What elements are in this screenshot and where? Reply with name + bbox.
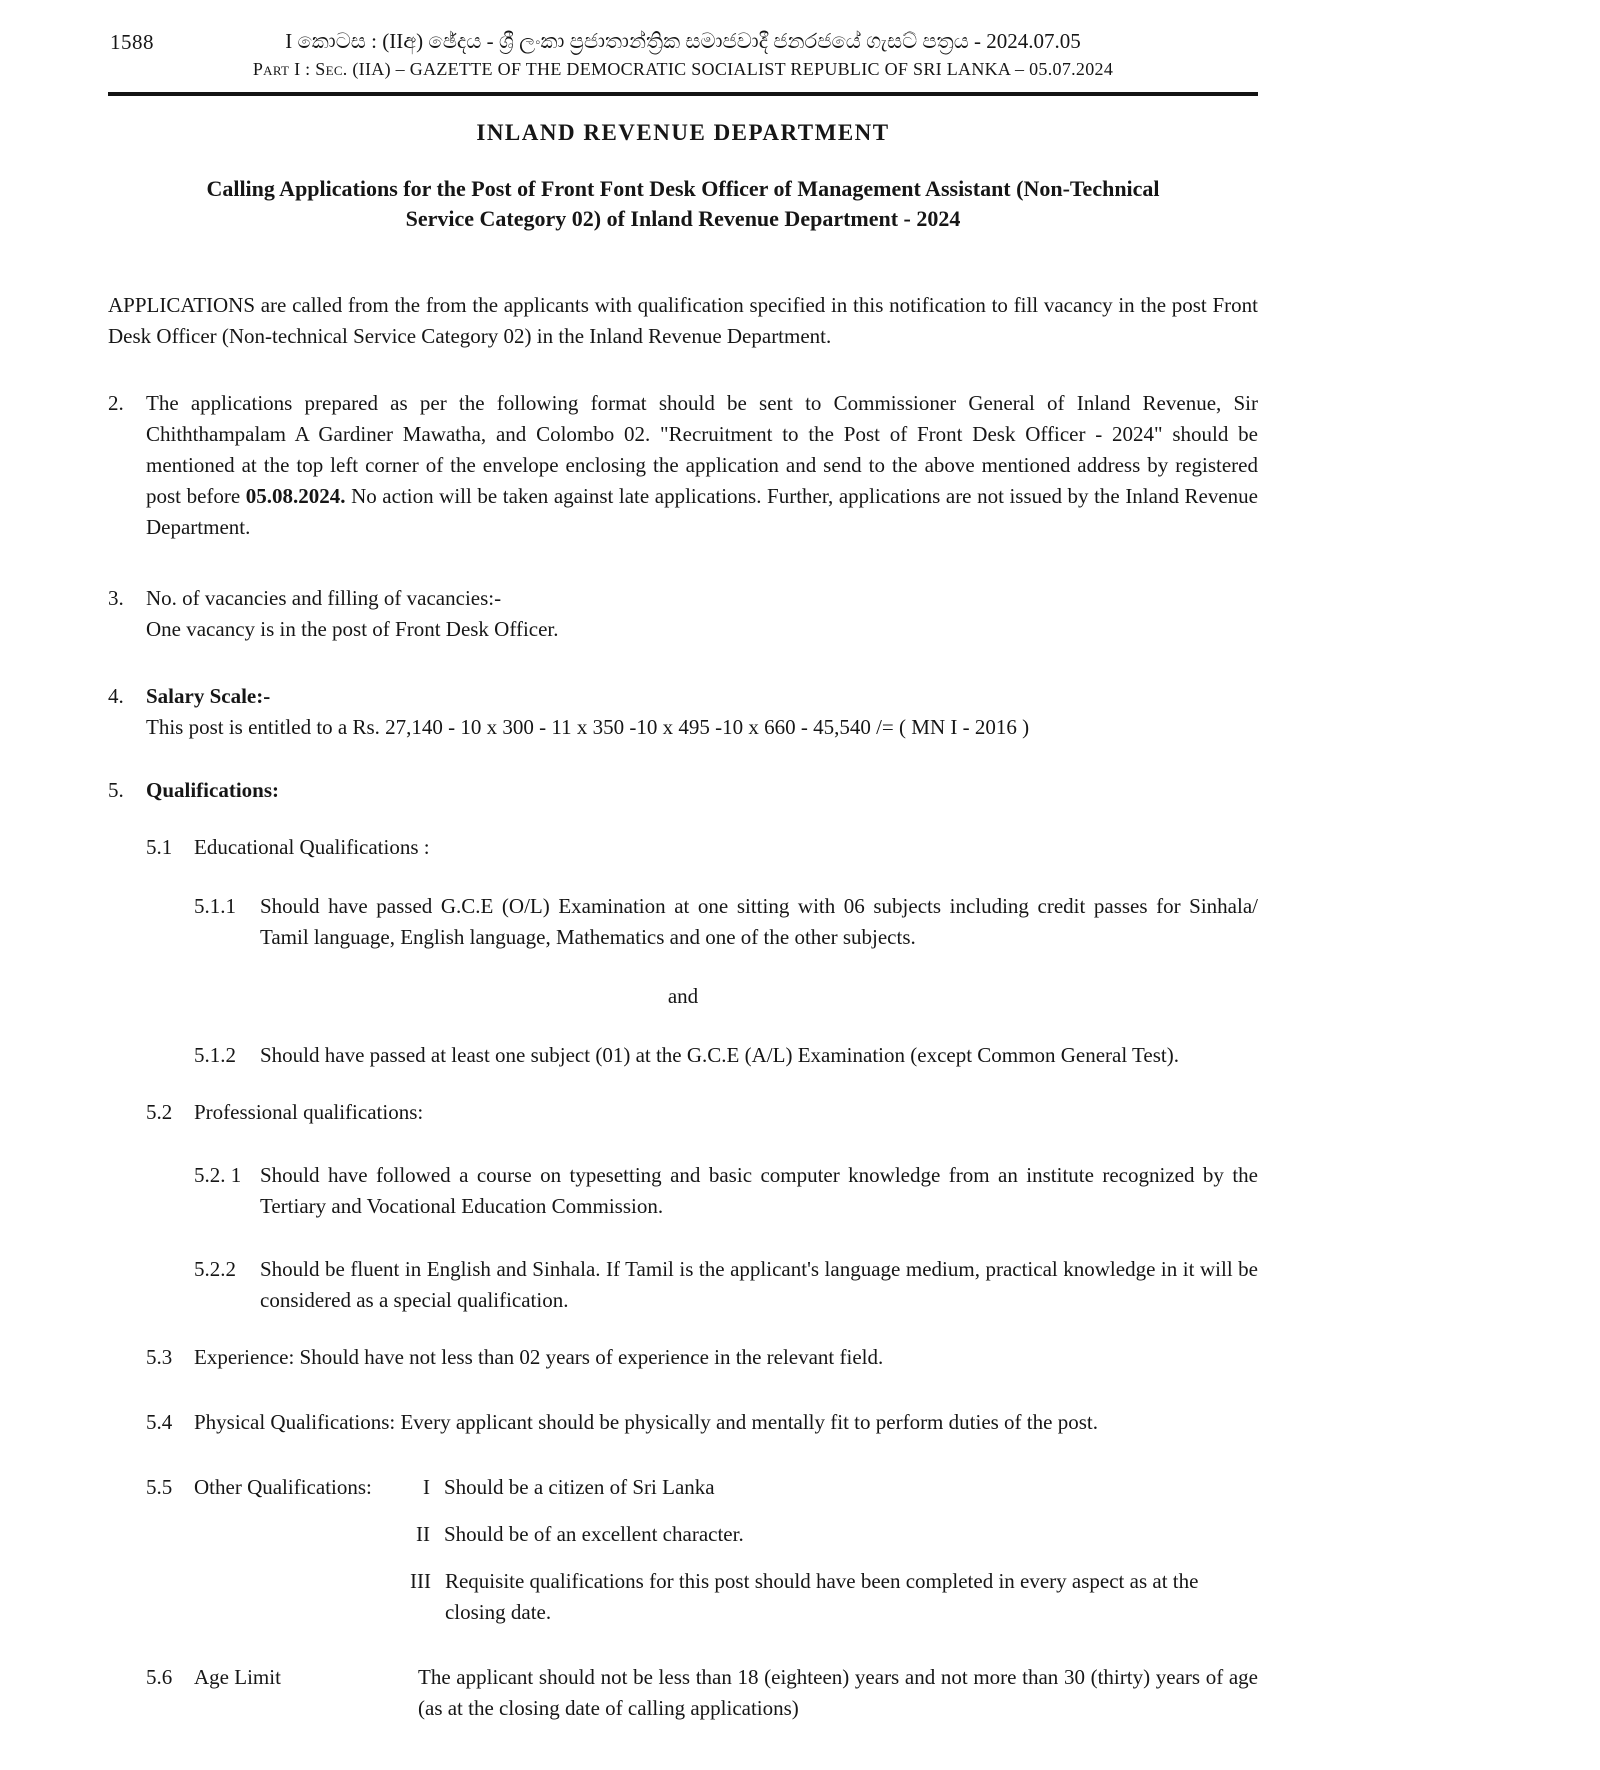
section-5-6-number: 5.6	[146, 1665, 173, 1689]
page-number: 1588	[110, 30, 154, 54]
deadline-date: 05.08.2024.	[245, 484, 346, 508]
item-2	[108, 388, 1258, 543]
item-2-text-after: No action will be taken against late applications. Further, applications are not issued by the Inland Revenue Department.	[146, 484, 1258, 539]
other-qualifications-label: Other Qualifications:	[194, 1475, 372, 1499]
age-limit-row	[194, 1662, 1258, 1724]
section-5-2-1-text: Should have followed a course on typesetting and basic computer knowledge from an institute recognized by the Tertiary and Vocational Education Commission.	[260, 1163, 1258, 1218]
section-5-2-2	[194, 1254, 1258, 1316]
section-5-2-1-number: 5.2. 1	[194, 1163, 242, 1187]
and-connector: and	[667, 984, 699, 1008]
section-5-3-text: Experience: Should have not less than 02 years of experience in the relevant field.	[194, 1345, 884, 1369]
section-5-1-2-number: 5.1.2	[194, 1043, 236, 1067]
section-5-2-2-text: Should be fluent in English and Sinhala. If Tamil is the applicant's language medium, practical knowledge in it will be considered as a special qualification.	[260, 1257, 1258, 1312]
section-5-1	[146, 832, 1258, 863]
gazette-sinhala-line: I කොටස : (IIඅ) ඡේදය - ශ්‍රී ලංකා ප්‍රජාතාන්ත්‍රික සමාජවාදී ජනරජයේ ගැසට් පත්‍රය - 2024.07.05	[285, 29, 1081, 53]
section-5-5-number: 5.5	[146, 1475, 173, 1499]
intro-paragraph: APPLICATIONS are called from the from the applicants with qualification specified in this notification to fill vacancy in the post Front Desk Officer (Non-technical Service Category 02) in the Inland Revenue Department.	[108, 293, 1258, 348]
other-qualification-1-text: Should be a citizen of Sri Lanka	[444, 1475, 715, 1499]
item-4-body	[146, 681, 1258, 743]
document-title: INLAND REVENUE DEPARTMENT	[476, 120, 890, 145]
item-3	[108, 583, 1258, 645]
section-5-2	[146, 1097, 1258, 1128]
section-5-1-2-text: Should have passed at least one subject (01) at the G.C.E (A/L) Examination (except Common General Test).	[260, 1043, 1179, 1067]
section-5-2-number: 5.2	[146, 1100, 173, 1124]
other-qualification-2-text: Should be of an excellent character.	[444, 1522, 744, 1546]
other-qualification-2-numeral: II	[416, 1522, 430, 1546]
salary-scale-heading: Salary Scale:-	[146, 684, 271, 708]
section-5-3-number: 5.3	[146, 1345, 173, 1369]
section-5-1-text: Educational Qualifications :	[194, 835, 430, 859]
section-5-2-1	[194, 1160, 1258, 1222]
document-subtitle	[108, 174, 1258, 234]
item-4	[108, 681, 1258, 743]
section-5-5	[146, 1472, 1258, 1628]
item-2-number: 2.	[108, 391, 124, 415]
item-5-number: 5.	[108, 778, 124, 802]
section-5-2-text: Professional qualifications:	[194, 1100, 424, 1124]
item-3-number: 3.	[108, 586, 124, 610]
age-limit-label: Age Limit	[194, 1665, 281, 1689]
section-5-4-number: 5.4	[146, 1410, 173, 1434]
document-subtitle-line2: Service Category 02) of Inland Revenue Department - 2024	[405, 206, 961, 231]
item-3-body	[146, 583, 1258, 645]
section-5-6-body	[194, 1662, 1258, 1724]
other-qualifications-row-1	[194, 1472, 1258, 1503]
section-5-1-2	[194, 1040, 1258, 1071]
item-4-number: 4.	[108, 684, 124, 708]
section-5-5-body	[194, 1472, 1258, 1628]
age-limit-text: The applicant should not be less than 18 (eighteen) years and not more than 30 (thirty) years of age (as at the closing date of calling applications)	[418, 1665, 1258, 1720]
section-5-6	[146, 1662, 1258, 1724]
salary-scale-text: This post is entitled to a Rs. 27,140 - 10 x 300 - 11 x 350 -10 x 495 -10 x 660 - 45,540 /= ( MN I - 2016 )	[146, 715, 1030, 739]
other-qualification-1-numeral: I	[423, 1475, 430, 1499]
document-subtitle-line1: Calling Applications for the Post of Front Font Desk Officer of Management Assistant (Non-Technical	[206, 176, 1160, 201]
section-5-2-2-number: 5.2.2	[194, 1257, 236, 1281]
item-3-line2: One vacancy is in the post of Front Desk Officer.	[146, 617, 559, 641]
section-5-3	[146, 1342, 1258, 1373]
page-header	[108, 26, 1258, 96]
item-2-body	[146, 388, 1258, 543]
other-qualification-3-numeral: III	[410, 1569, 431, 1593]
item-2-text-before: The applications prepared as per the following format should be sent to Commissioner General of Inland Revenue, Sir Chiththampalam A Gardiner Mawatha, and Colombo 02. "Recruitment to the Post of Front Desk Officer - 2024" should be mentioned at the top left corner of the envelope enclosing the application and send to the above mentioned address by registered post before	[146, 391, 1258, 508]
item-5	[108, 775, 1258, 806]
other-qualification-3-text: Requisite qualifications for this post should have been completed in every aspect as at the closing date.	[444, 1569, 1199, 1624]
section-5-1-number: 5.1	[146, 835, 173, 859]
item-3-line1: No. of vacancies and filling of vacancies:-	[146, 586, 502, 610]
qualifications-heading: Qualifications:	[146, 778, 280, 802]
section-5-1-1-text: Should have passed G.C.E (O/L) Examination at one sitting with 06 subjects including credit passes for Sinhala/ Tamil language, English language, Mathematics and one of the other subjects.	[260, 894, 1258, 949]
other-qualifications-row-2	[194, 1519, 1258, 1550]
other-qualifications-row-3	[194, 1566, 1258, 1628]
section-5-4	[146, 1407, 1258, 1438]
section-5-1-1-number: 5.1.1	[194, 894, 236, 918]
section-5-1-1	[194, 891, 1258, 953]
section-5-4-text: Physical Qualifications: Every applicant should be physically and mentally fit to perform duties of the post.	[194, 1410, 1098, 1434]
gazette-english-line: Part I : Sec. (IIA) – GAZETTE OF THE DEMOCRATIC SOCIALIST REPUBLIC OF SRI LANKA – 05.07.2024	[252, 59, 1114, 79]
